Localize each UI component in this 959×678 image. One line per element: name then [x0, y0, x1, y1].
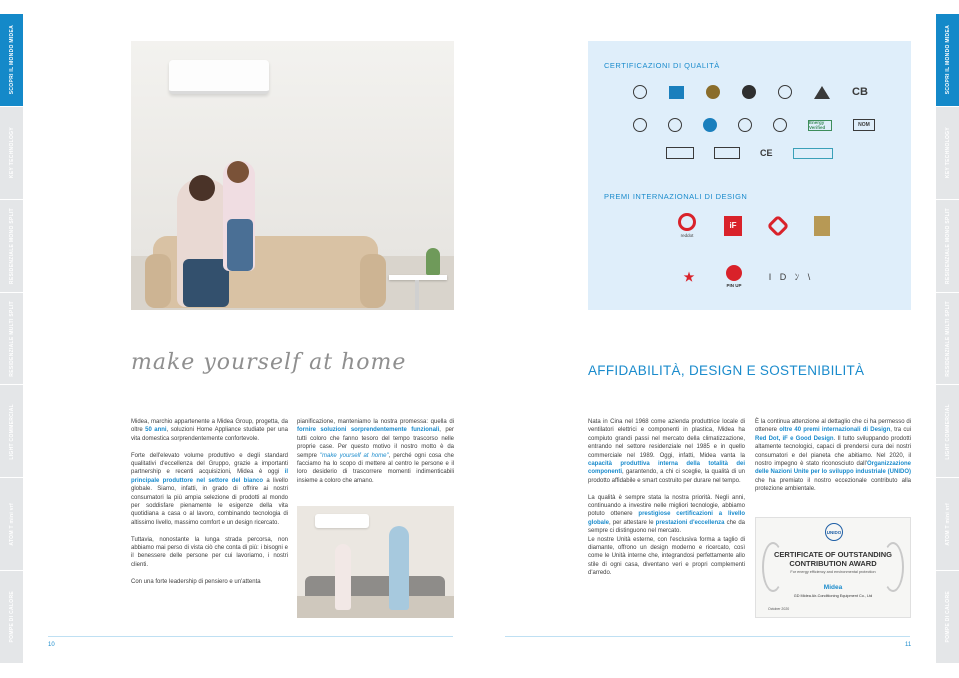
- reddot-award: reddot: [678, 213, 696, 238]
- red-star-award-icon: ★: [683, 269, 695, 284]
- mother-figure: [177, 179, 229, 307]
- nom-logo: NOM: [853, 119, 875, 131]
- tab-atom-t-mini-vrf[interactable]: ATOM T mini vrf: [936, 478, 959, 571]
- tab-residenziale-multi-split[interactable]: RESIDENZIALE MULTI SPLIT: [0, 293, 23, 386]
- jeans: [227, 219, 253, 271]
- cert-logos-row-3: [666, 147, 833, 159]
- photo-mother-daughter-dancing: [297, 506, 454, 618]
- certificate-company: GD Midea Air-Conditioning Equipment Co., Ltd: [793, 594, 873, 598]
- good-design-icon: [767, 214, 790, 237]
- tab-key-technology[interactable]: KEY TECHNOLOGY: [0, 107, 23, 200]
- if-icon: iF: [724, 216, 742, 236]
- certificate-brand: Midea: [823, 584, 843, 591]
- footer-rule-right: [505, 636, 910, 637]
- certification-logo: [633, 85, 647, 99]
- script-title: make yourself at home: [131, 350, 407, 375]
- certification-logo: [814, 86, 830, 99]
- paragraph: Forte dell'elevato volume produttivo e degli standard qualitativi d'eccellenza del Gruppo, grazie a importanti partnership e recenti acquisizioni, Midea è oggi il principale produttore nel settore del bianco a livello globale. Siamo, infatti, in grado di offrire ai nostri consumatori la più ampia selezione di prodotti al mondo per soddisfare pienamente le esigenze della vita quotidiana a casa o al lavoro, combinando tecnologia di altissimo livello, massimo comfort e un design ricercato.: [131, 452, 288, 526]
- air-conditioner-unit: [169, 60, 269, 94]
- csa-logo: [633, 118, 647, 132]
- head: [227, 161, 249, 183]
- ccc-logo: [738, 118, 752, 132]
- gs-logo: [714, 147, 740, 159]
- tab-residenziale-mono-split[interactable]: RESIDENZIALE MONO SPLIT: [0, 200, 23, 293]
- gs-logo: [666, 147, 694, 159]
- right-text-column-1: [588, 418, 745, 578]
- jeans: [183, 259, 229, 307]
- footer-rule-left: [48, 636, 453, 637]
- left-text-column-1: [131, 418, 288, 586]
- award-logos-row-2: [676, 265, 816, 288]
- tab-residenziale-mono-split[interactable]: RESIDENZIALE MONO SPLIT: [936, 200, 959, 293]
- golden-pin-award: [814, 216, 830, 236]
- paragraph: Midea, marchio appartenente a Midea Group, progetta, da oltre 50 anni, soluzioni Home Appliance studiate per una vita domestica sorprendentemente confortevole.: [131, 419, 288, 442]
- tab-key-technology[interactable]: KEY TECHNOLOGY: [936, 107, 959, 200]
- certification-logo: [669, 86, 684, 99]
- hero-photo-mother-daughter-sofa: [131, 41, 454, 310]
- paragraph: La qualità è sempre stata la nostra priorità. Negli anni, continuando a investire nelle migliori tecnologie, abbiamo potuto ottenere prestigiose certificazioni a livello globale, per attestare le prestazioni d'eccellenza che da sempre ci distinguono nel mercato.: [588, 494, 746, 535]
- air-conditioner-unit: [315, 514, 369, 528]
- award-logos-row-1: [678, 213, 830, 238]
- cert-logos-row-1: [633, 85, 868, 99]
- left-text-column-2: [297, 418, 454, 494]
- right-text-column-2: [755, 418, 911, 502]
- certification-logo: [703, 118, 717, 132]
- paragraph: pianificazione, manteniamo la nostra promessa: quella di fornire soluzioni sorprendentemente funzionali, per tutti coloro che fanno tesoro del tempo trascorso nelle proprie case. Per questo motivo il nostro motto è da sempre "make yourself at home", perché ogni cosa che facciamo ha lo scopo di mettere al centro le persone e il loro desiderio di trascorrere momenti indimenticabili insieme a coloro che amano.: [297, 419, 454, 484]
- sofa-arm: [145, 254, 171, 308]
- certificate-title: CERTIFICATE OF OUTSTANDING CONTRIBUTION AWARD: [773, 550, 893, 568]
- certifications-panel: [588, 41, 911, 310]
- page-number-left: 10: [48, 642, 55, 648]
- certification-logo: [793, 148, 833, 159]
- golden-pin-icon: [814, 216, 830, 236]
- tab-light-commercial[interactable]: LIGHT COMMERCIAL: [0, 385, 23, 478]
- tab-scopri-il-mondo-midea[interactable]: SCOPRI IL MONDO MIDEA: [0, 14, 23, 107]
- idea-award-icon: I D ﾝ \: [768, 272, 814, 282]
- side-table-leg: [415, 280, 419, 310]
- side-navigation-right: [936, 14, 959, 664]
- ul-logo: [778, 85, 792, 99]
- pinup-icon: [726, 265, 742, 281]
- tab-atom-t-mini-vrf[interactable]: ATOM T mini vrf: [0, 478, 23, 571]
- good-design-award: [770, 218, 786, 234]
- certification-logo: [668, 118, 682, 132]
- certifications-heading: CERTIFICAZIONI DI QUALITÀ: [604, 61, 720, 70]
- page-number-right: 11: [905, 642, 912, 648]
- head: [189, 175, 215, 201]
- certification-logo: [742, 85, 756, 99]
- certificate-date: October 2020: [768, 607, 790, 611]
- sofa-arm: [360, 254, 386, 308]
- cb-logo: CB: [852, 86, 868, 98]
- paragraph: Le nostre Unità esterne, con l'esclusiva forma a taglio di diamante, offrono un design moderno e ricercato, così come le Unità interne che, integrandosi perfettamente allo stile di ogni casa, diventano veri e propri complementi d'arredo.: [588, 536, 745, 577]
- floor: [297, 596, 454, 618]
- if-award: [724, 216, 742, 236]
- reddot-icon: [678, 213, 696, 231]
- paragraph: È la continua attenzione al dettaglio che ci ha permesso di ottenere oltre 40 premi internazionali di Design, tra cui Red Dot, iF e Good Design. Il tutto sviluppando prodotti altamente tecnologici, capaci di prendersi cura dei nostri consumatori e del pianeta che abitiamo. Nel 2020, il nostro impegno è stato riconosciuto dall'Organizzazione delle Nazioni Unite per lo sviluppo industriale (UNIDO) che ha premiato il nostro eccezionale contributo alla protezione ambientale.: [755, 419, 912, 493]
- tab-pompe-di-calore[interactable]: POMPE DI CALORE: [936, 571, 959, 664]
- certificate-subtitle: For energy efficiency and environmental protection: [790, 570, 876, 574]
- tab-residenziale-multi-split[interactable]: RESIDENZIALE MULTI SPLIT: [936, 293, 959, 386]
- tab-light-commercial[interactable]: LIGHT COMMERCIAL: [936, 385, 959, 478]
- paragraph: Tuttavia, nonostante la lunga strada percorsa, non abbiamo mai perso di vista ciò che conta di più: i bisogni e il benessere delle persone per cui lavoriamo, i nostri clienti.: [131, 536, 288, 568]
- paragraph: Con una forte leadership di pensiero e un'attenta: [131, 578, 261, 585]
- daughter-figure: [223, 161, 255, 271]
- ce-logo: CE: [760, 148, 773, 158]
- section-title: AFFIDABILITÀ, DESIGN E SOSTENIBILITÀ: [588, 363, 865, 378]
- woman-figure: [389, 526, 409, 610]
- cert-logos-row-2: [633, 118, 875, 132]
- energy-verified-logo: Energy Verified: [808, 120, 832, 131]
- tab-pompe-di-calore[interactable]: POMPE DI CALORE: [0, 571, 23, 664]
- unido-logo: UNIDO: [825, 523, 843, 541]
- certification-logo: [773, 118, 787, 132]
- girl-figure: [335, 544, 351, 610]
- certification-logo: [706, 85, 720, 99]
- unido-certificate: [755, 517, 911, 618]
- tab-scopri-il-mondo-midea[interactable]: SCOPRI IL MONDO MIDEA: [936, 14, 959, 107]
- awards-heading: PREMI INTERNAZIONALI DI DESIGN: [604, 192, 748, 201]
- potted-plant: [426, 248, 440, 275]
- pinup-award: PIN UP: [726, 265, 742, 288]
- side-navigation-left: [0, 14, 23, 664]
- paragraph: Nata in Cina nel 1968 come azienda produttrice locale di ventilatori elettrici e componenti in plastica, Midea ha compiuto grandi passi nel mercato della climatizzazione, entrando nel settore residenziale nel 1985 e in quello commerciale nel 1989. Oggi, infatti, Midea vanta la capacità produttiva interna della totalità dei componenti, garantendo, a chi ci sceglie, la qualità di un prodotto affidabile e smart costruito per durare nel tempo.: [588, 419, 745, 484]
